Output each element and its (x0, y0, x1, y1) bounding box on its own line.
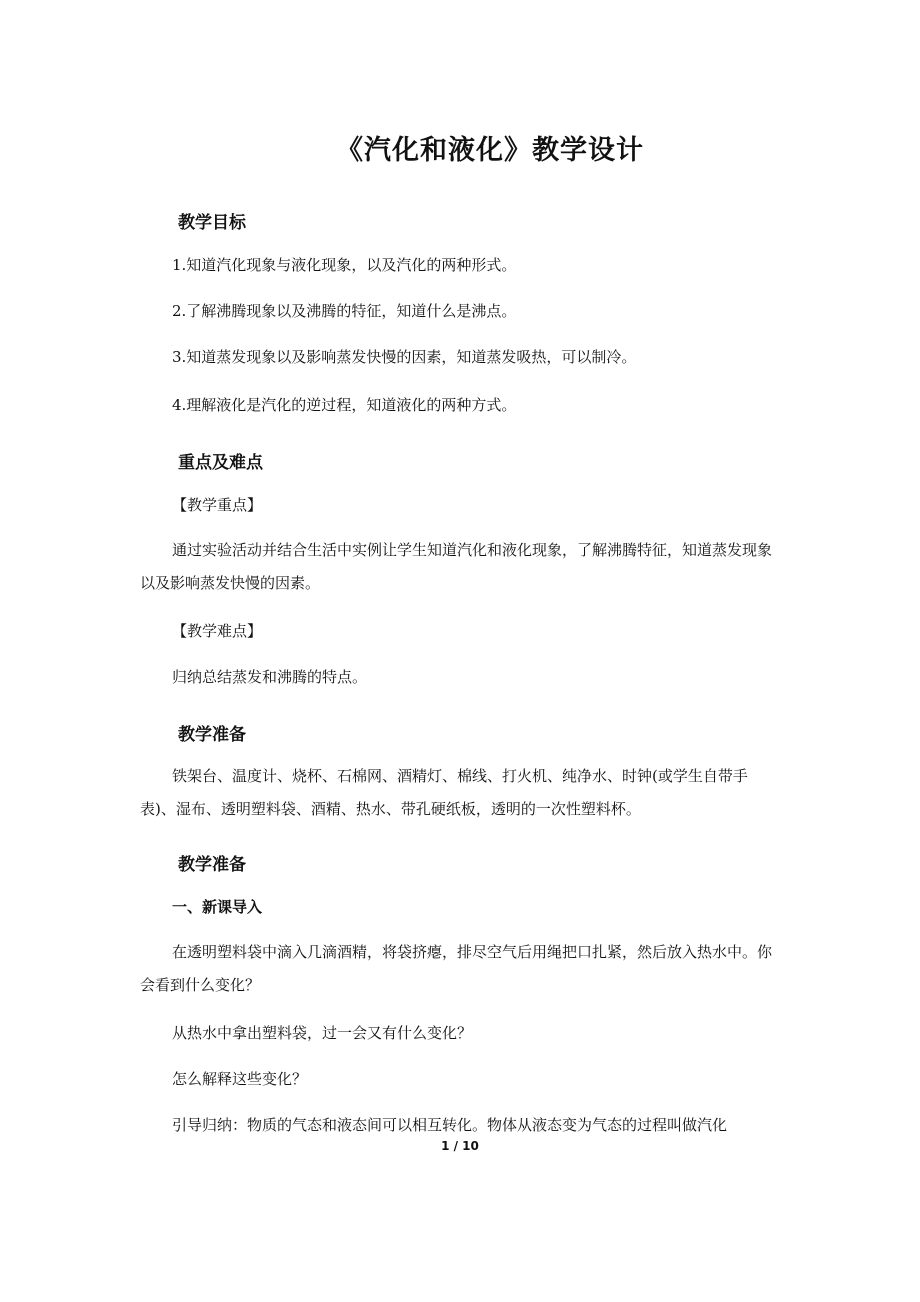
objectives-heading: 教学目标 (178, 213, 246, 233)
intro-subheading: 一、新课导入 (172, 898, 263, 916)
process-heading: 教学准备 (178, 855, 246, 875)
focus-paragraph: 通过实验活动并结合生活中实例让学生知道汽化和液化现象，了解沸腾特征，知道蒸发现象以及影响蒸发快慢的因素。 (140, 541, 773, 592)
key-points-heading: 重点及难点 (178, 453, 263, 473)
preparation-heading: 教学准备 (178, 725, 246, 745)
focus-label: 【教学重点】 (172, 496, 263, 514)
difficulty-label: 【教学难点】 (172, 622, 263, 640)
preparation-paragraph: 铁架台、温度计、烧杯、石棉网、酒精灯、棉线、打火机、纯净水、时钟(或学生自带手表)、湿布、透明塑料袋、酒精、热水、带孔硬纸板，透明的一次性塑料杯。 (140, 767, 748, 818)
intro-paragraph-3: 怎么解释这些变化？ (172, 1070, 308, 1088)
objective-item-3: 3.知道蒸发现象以及影响蒸发快慢的因素，知道蒸发吸热，可以制冷。 (172, 348, 637, 366)
objective-item-4: 4.理解液化是汽化的逆过程，知道液化的两种方式。 (172, 396, 517, 414)
document-title: 《汽化和液化》教学设计 (336, 135, 644, 166)
intro-paragraph-1: 在透明塑料袋中滴入几滴酒精，将袋挤瘪，排尽空气后用绳把口扎紧，然后放入热水中。你会看到什么变化？ (140, 943, 773, 994)
intro-paragraph-4: 引导归纳：物质的气态和液态间可以相互转化。物体从液态变为气态的过程叫做汽化 (172, 1116, 728, 1134)
page-indicator: 1 / 10 (441, 1139, 479, 1153)
difficulty-paragraph: 归纳总结蒸发和沸腾的特点。 (172, 668, 368, 686)
objective-item-1: 1.知道汽化现象与液化现象，以及汽化的两种形式。 (172, 256, 517, 274)
objective-item-2: 2.了解沸腾现象以及沸腾的特征，知道什么是沸点。 (172, 302, 517, 320)
intro-paragraph-2: 从热水中拿出塑料袋，过一会又有什么变化？ (172, 1024, 473, 1042)
